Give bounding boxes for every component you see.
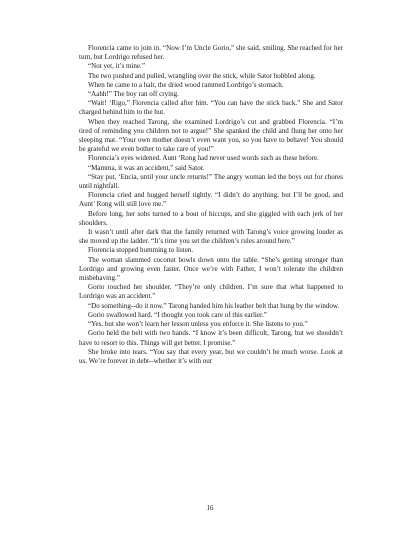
paragraph: Gorio held the belt with two hands. “I know it’s been difficult, Tarong, but we shouldn’t have to resort to this. Things will get better. I promise.”: [79, 329, 343, 347]
paragraph: When he came to a halt, the dried wood rammed Lordrigo’s stomach.: [88, 80, 284, 89]
paragraph: Florencia cried and hugged herself tightly. “I didn’t do anything, but I’ll be good, and Aunt’ Rong will still love me.”: [79, 191, 343, 209]
paragraph: Florencia stopped humming to listen.: [88, 246, 194, 255]
paragraph: Before long, her sobs turned to a bout of hiccups, and she giggled with each jerk of her shoulders.: [79, 209, 343, 227]
paragraph: Gorio touched her shoulder. “They’re only children. I’m sure that what happened to Lordrigo was an accident.”: [79, 283, 343, 301]
paragraph: Gorio swallowed hard. “I thought you took care of this earlier.”: [88, 310, 267, 319]
paragraph: It wasn’t until after dark that the family returned with Tarong’s voice growing louder as she moved up the ladder. “It’s time you set the children’s rules around here.”: [79, 228, 343, 246]
paragraph: “Aahh!” The boy ran off crying.: [88, 90, 179, 99]
paragraph: Florencia’s eyes widened. Aunt ‘Rong had never used words such as these before.: [88, 154, 319, 163]
paragraph: The woman slammed coconut bowls down onto the table. “She’s getting stronger than Lordrigo and growing even faster. Once we’re with Father, I won’t tolerate the children misbehaving.”: [79, 255, 343, 283]
paragraph: “Mamma, it was an accident,” said Sator.: [88, 163, 205, 172]
page-number: 16: [206, 504, 214, 512]
paragraph: When they reached Tarong, she examined Lordrigo’s cut and grabbed Florencia. “I’m tired of reminding you children not to argue!” She spanked the child and flung her onto her sleeping mat. “Your own mother doesn’t even want you, so you have to behave! You should be grateful we even bother to take care of you!”: [79, 117, 343, 154]
paragraph: “Yes, but she won’t learn her lesson unless you enforce it. She listens to you.”: [88, 320, 308, 329]
paragraph: “Not yet, it’s mine.”: [88, 62, 145, 71]
paragraph: Florencia came to join in. “Now I’m Uncle Gorio,” she said, smiling. She reached for her turn, but Lordrigo refused her.: [79, 44, 343, 62]
paragraph: She broke into tears. “You say that every year, but we couldn’t be much worse. Look at us. We’re forever in debt--whether it’s with our: [79, 347, 343, 365]
paragraph: “Do something--do it now.” Tarong handed him his leather belt that hung by the window.: [88, 301, 340, 310]
paragraph: “Stay put, ‘Encia, until your uncle returns!” The angry woman led the boys out for chores until nightfall.: [79, 172, 343, 191]
paragraph: “Wait! ‘Rigo,” Florencia called after him. “You can have the stick back.” She and Sator charged behind him to the hut.: [79, 99, 343, 117]
body-text: [79, 44, 343, 366]
paragraph: The two pushed and pulled, wrangling over the stick, while Sator hobbled along.: [88, 71, 316, 80]
